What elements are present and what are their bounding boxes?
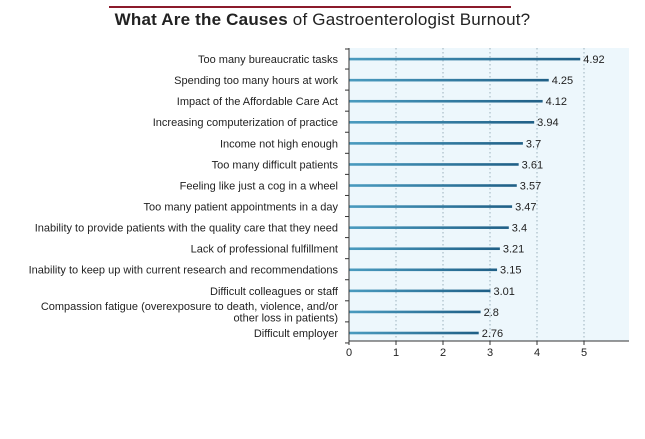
value-label-11: 3.01 bbox=[493, 285, 515, 298]
bar-11 bbox=[349, 290, 490, 293]
bar-8 bbox=[349, 226, 509, 229]
x-tick-label-5: 5 bbox=[580, 347, 588, 359]
category-label-13: Difficult employer bbox=[253, 327, 338, 340]
bar-12 bbox=[349, 311, 481, 314]
category-label-1: Spending too many hours at work bbox=[174, 75, 338, 88]
value-label-5: 3.61 bbox=[521, 159, 544, 172]
category-label-6: Feeling like just a cog in a wheel bbox=[179, 180, 338, 193]
bar-7 bbox=[349, 205, 512, 208]
category-label-2: Impact of the Affordable Care Act bbox=[176, 96, 338, 109]
bar-2 bbox=[349, 100, 543, 103]
value-label-3: 3.94 bbox=[537, 117, 559, 130]
category-label-11: Difficult colleagues or staff bbox=[210, 285, 338, 298]
value-label-1: 4.25 bbox=[551, 75, 574, 88]
chart-title-bold: What Are the Causes bbox=[114, 10, 288, 29]
value-label-7: 3.47 bbox=[515, 201, 537, 214]
category-label-0: Too many bureaucratic tasks bbox=[197, 54, 338, 66]
value-label-8: 3.4 bbox=[511, 222, 528, 235]
bar-10 bbox=[349, 269, 497, 272]
category-labels bbox=[29, 54, 339, 340]
bar-4 bbox=[349, 142, 523, 145]
chart-title-rest: of Gastroenterologist Burnout? bbox=[287, 10, 531, 29]
category-label-10: Inability to keep up with current research and recommendations bbox=[28, 264, 338, 277]
x-tick-label-4: 4 bbox=[533, 347, 541, 359]
value-label-4: 3.7 bbox=[525, 138, 542, 151]
category-label-5: Too many difficult patients bbox=[211, 159, 338, 172]
category-label-8: Inability to provide patients with the quality care that they need bbox=[34, 222, 338, 235]
x-tick-label-0: 0 bbox=[345, 347, 353, 359]
value-label-6: 3.57 bbox=[519, 180, 542, 193]
bar-0 bbox=[349, 58, 580, 61]
bar-5 bbox=[349, 163, 519, 166]
x-tick-label-2: 2 bbox=[439, 347, 447, 359]
category-label-12-line-0: Compassion fatigue (overexposure to death, violence, and/or bbox=[40, 300, 338, 313]
bar-13 bbox=[349, 332, 479, 335]
value-label-9: 3.21 bbox=[502, 243, 525, 256]
value-label-2: 4.12 bbox=[545, 96, 568, 109]
bar-3 bbox=[349, 121, 534, 124]
category-label-9: Lack of professional fulfillment bbox=[190, 243, 338, 256]
x-tick-label-3: 3 bbox=[486, 347, 494, 359]
category-label-7: Too many patient appointments in a day bbox=[143, 201, 338, 214]
plot-background bbox=[349, 48, 629, 341]
value-label-0: 4.92 bbox=[583, 54, 605, 66]
category-label-4: Income not high enough bbox=[219, 138, 338, 151]
category-label-3: Increasing computerization of practice bbox=[152, 117, 338, 130]
bar-6 bbox=[349, 184, 517, 187]
category-label-12-line-1: other loss in patients) bbox=[233, 312, 338, 325]
value-label-10: 3.15 bbox=[500, 264, 522, 277]
value-label-12: 2.8 bbox=[483, 306, 499, 319]
bar-1 bbox=[349, 79, 549, 82]
bar-9 bbox=[349, 247, 500, 250]
value-label-13: 2.76 bbox=[481, 327, 504, 340]
x-tick-label-1: 1 bbox=[392, 347, 400, 359]
